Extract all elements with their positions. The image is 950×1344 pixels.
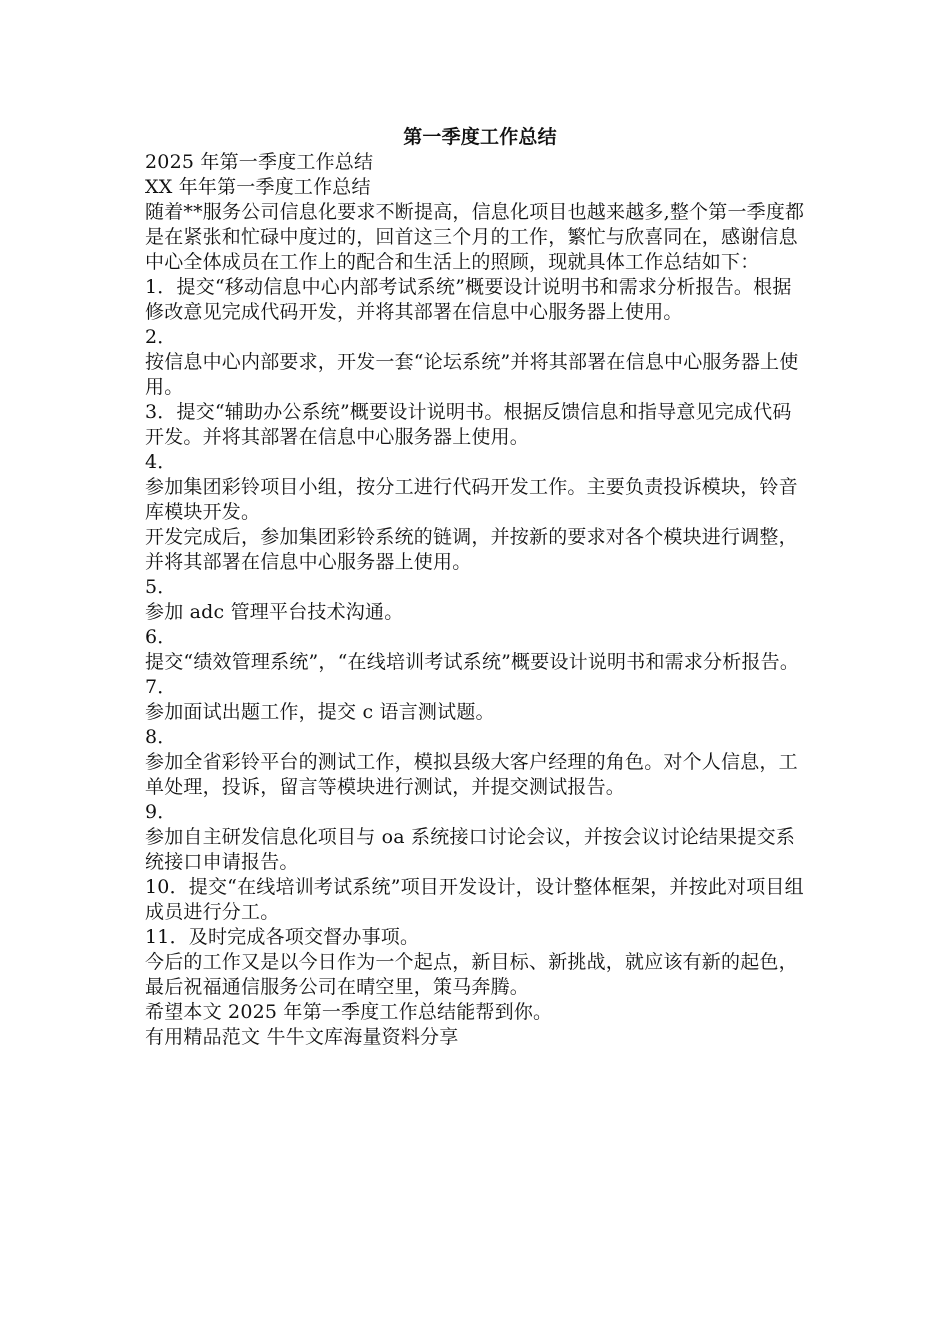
item-3-paragraph: 3．提交“辅助办公系统”概要设计说明书。根据反馈信息和指导意见完成代码开发。并将其部署在信息中心服务器上使用。 — [145, 401, 792, 448]
item-1-paragraph: 1．提交“移动信息中心内部考试系统”概要设计说明书和需求分析报告。根据修改意见完成代码开发，并将其部署在信息中心服务器上使用。 — [145, 276, 792, 323]
item-number: 7． — [145, 676, 177, 698]
item-2-paragraph: 按信息中心内部要求，开发一套“论坛系统”并将其部署在信息中心服务器上使用。 — [145, 351, 799, 398]
subtitle-line: 2025 年第一季度工作总结 — [145, 151, 374, 173]
item-11-paragraph: 11．及时完成各项交督办事项。 — [145, 926, 420, 948]
item-number: 4． — [145, 451, 177, 473]
document-body — [145, 124, 807, 1050]
item-8-paragraph: 参加全省彩铃平台的测试工作，模拟县级大客户经理的角色。对个人信息，工单处理，投诉，留言等模块进行测试，并提交测试报告。 — [145, 751, 798, 798]
item-number: 9． — [145, 801, 177, 823]
item-9-paragraph: 参加自主研发信息化项目与 oa 系统接口讨论会议，并按会议讨论结果提交系统接口申请报告。 — [145, 826, 796, 873]
item-number: 2． — [145, 326, 177, 348]
item-number: 5． — [145, 576, 177, 598]
footer-note: 有用精品范文 牛牛文库海量资料分享 — [145, 1026, 459, 1048]
item-4-continued: 开发完成后，参加集团彩铃系统的链调，并按新的要求对各个模块进行调整，并将其部署在信息中心服务器上使用。 — [145, 526, 798, 573]
closing-note: 希望本文 2025 年第一季度工作总结能帮到你。 — [145, 1001, 553, 1023]
item-number: 6． — [145, 626, 177, 648]
document-title: 第一季度工作总结 — [403, 126, 557, 148]
intro-paragraph: 随着**服务公司信息化要求不断提高，信息化项目也越来越多,整个第一季度都是在紧张和忙碌中度过的，回首这三个月的工作，繁忙与欣喜同在，感谢信息中心全体成员在工作上的配合和生活上的照顾，现就具体工作总结如下： — [145, 201, 805, 273]
item-10-paragraph: 10．提交“在线培训考试系统”项目开发设计，设计整体框架，并按此对项目组成员进行分工。 — [145, 876, 804, 923]
subtitle-line: XX 年年第一季度工作总结 — [145, 176, 371, 198]
closing-paragraph: 今后的工作又是以今日作为一个起点，新目标、新挑战，就应该有新的起色，最后祝福通信服务公司在晴空里，策马奔腾。 — [145, 951, 798, 998]
item-number: 8． — [145, 726, 177, 748]
item-4-paragraph: 参加集团彩铃项目小组，按分工进行代码开发工作。主要负责投诉模块，铃音库模块开发。 — [145, 476, 798, 523]
item-6-paragraph: 提交“绩效管理系统”，“在线培训考试系统”概要设计说明书和需求分析报告。 — [145, 651, 800, 673]
item-5-paragraph: 参加 adc 管理平台技术沟通。 — [145, 601, 404, 623]
item-7-paragraph: 参加面试出题工作，提交 c 语言测试题。 — [145, 701, 495, 723]
